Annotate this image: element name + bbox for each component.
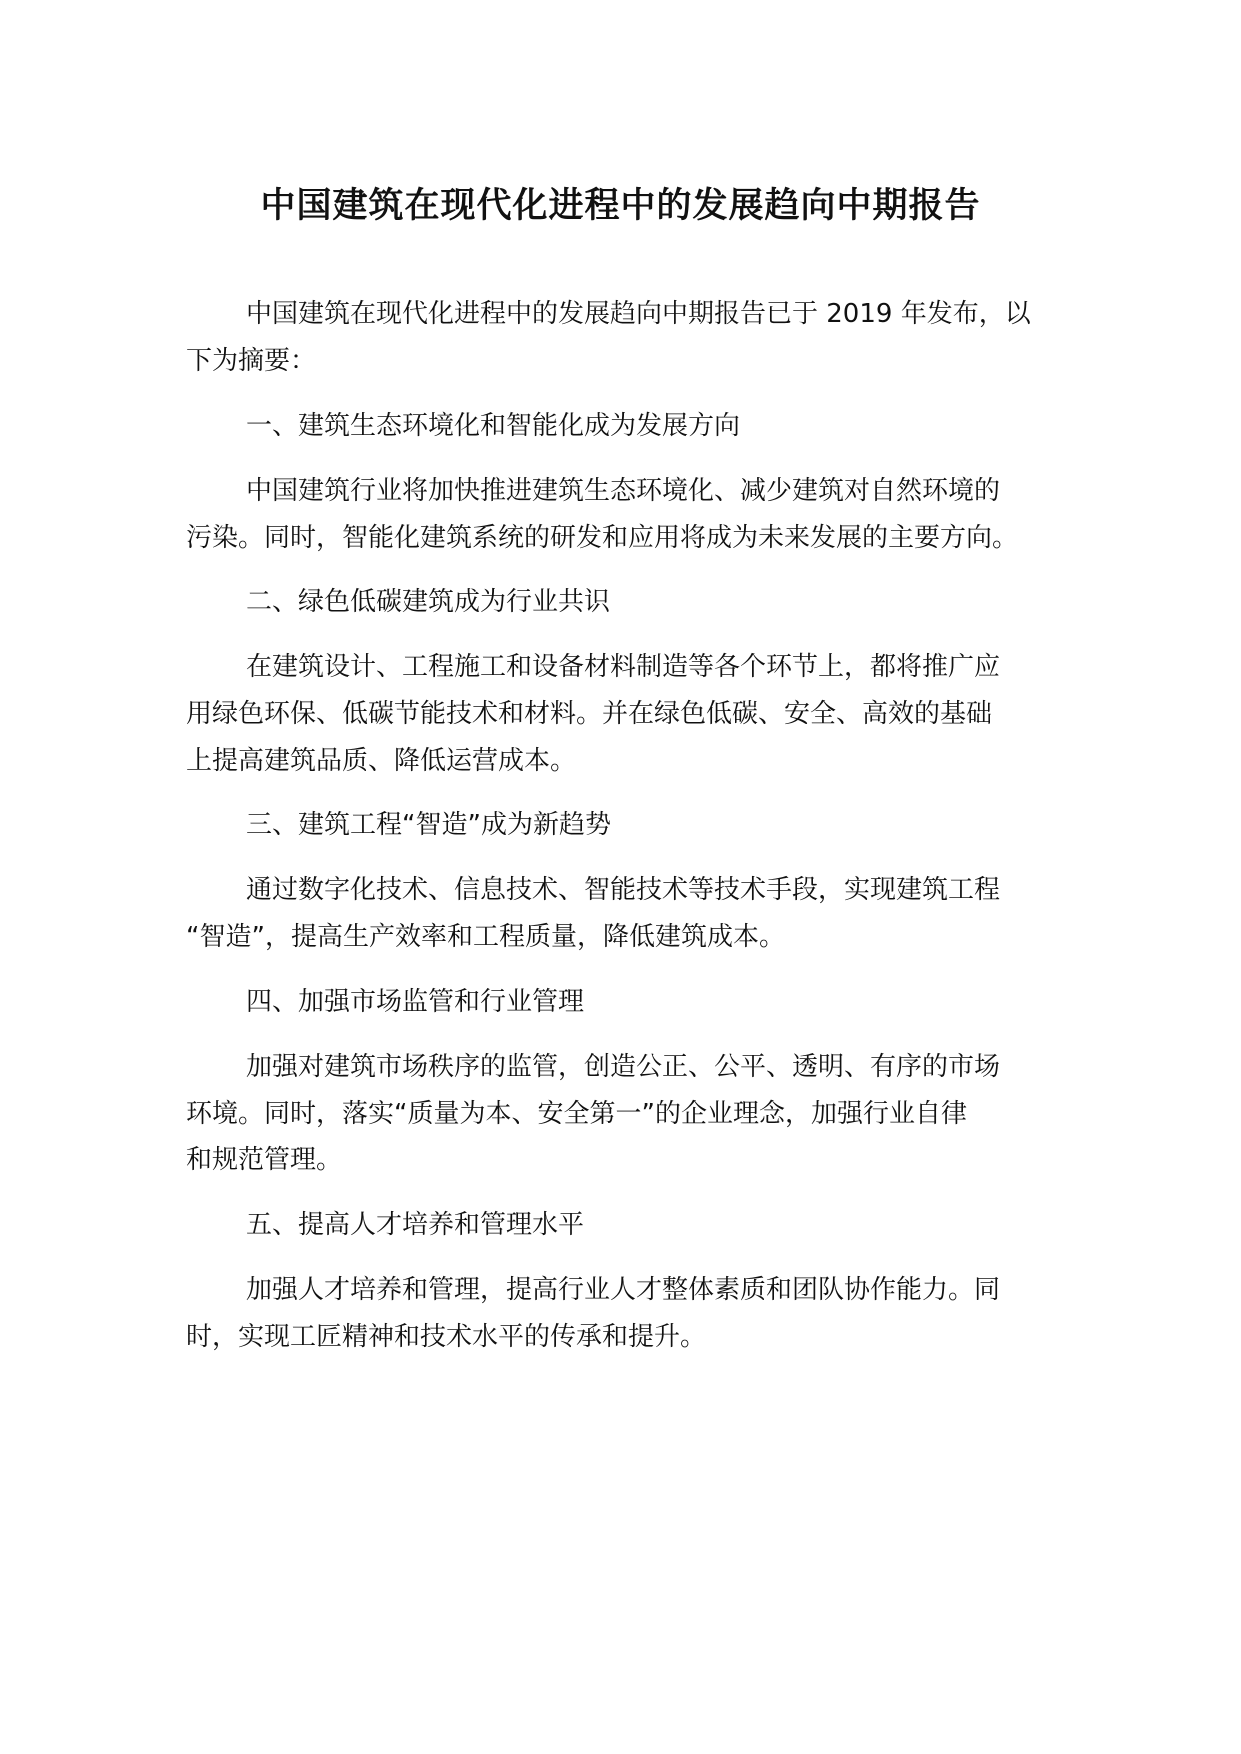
intro-line-2: 下为摘要： (186, 346, 317, 376)
section-3-line-1: 通过数字化技术、信息技术、智能技术等技术手段，实现建筑工程 (246, 875, 1001, 905)
section-5-line-2: 时，实现工匠精神和技术水平的传承和提升。 (186, 1322, 707, 1352)
section-1-line-2: 污染。同时，智能化建筑系统的研发和应用将成为未来发展的主要方向。 (186, 523, 1019, 553)
section-4-line-3: 和规范管理。 (186, 1145, 343, 1175)
section-5-heading: 五、提高人才培养和管理水平 (246, 1210, 585, 1240)
section-3-line-2: “智造”，提高生产效率和工程质量，降低建筑成本。 (186, 922, 785, 952)
section-2-line-3: 上提高建筑品质、降低运营成本。 (186, 746, 577, 776)
document-title: 中国建筑在现代化进程中的发展趋向中期报告 (260, 186, 981, 226)
intro-line-1: 中国建筑在现代化进程中的发展趋向中期报告已于 2019 年发布，以 (246, 299, 1031, 329)
section-2-line-1: 在建筑设计、工程施工和设备材料制造等各个环节上，都将推广应 (246, 652, 1001, 682)
section-4-heading: 四、加强市场监管和行业管理 (246, 987, 585, 1017)
section-2-heading: 二、绿色低碳建筑成为行业共识 (246, 587, 611, 617)
section-5-line-1: 加强人才培养和管理，提高行业人才整体素质和团队协作能力。同 (246, 1275, 1001, 1305)
section-2-line-2: 用绿色环保、低碳节能技术和材料。并在绿色低碳、安全、高效的基础 (186, 699, 993, 729)
section-4-line-2: 环境。同时，落实“质量为本、安全第一”的企业理念，加强行业自律 (186, 1099, 967, 1129)
section-3-heading: 三、建筑工程“智造”成为新趋势 (246, 810, 611, 840)
section-1-line-1: 中国建筑行业将加快推进建筑生态环境化、减少建筑对自然环境的 (246, 476, 1001, 506)
section-1-heading: 一、建筑生态环境化和智能化成为发展方向 (246, 411, 741, 441)
section-4-line-1: 加强对建筑市场秩序的监管，创造公正、公平、透明、有序的市场 (246, 1052, 1001, 1082)
